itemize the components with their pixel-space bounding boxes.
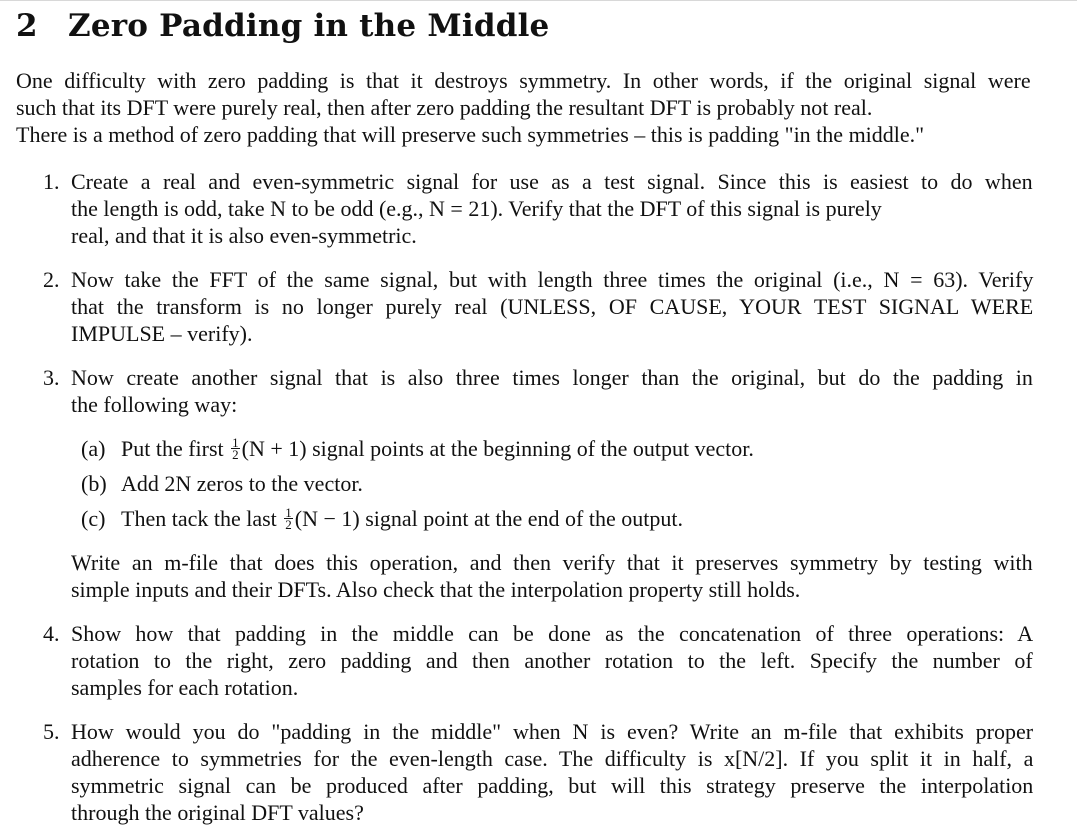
top-divider	[0, 0, 1077, 1]
sub-item-c	[81, 505, 683, 532]
fraction-one-half	[284, 505, 293, 533]
sub-item-text: (N + 1) signal points at the beginning of the output vector.	[241, 436, 754, 461]
followup-line: Write an m-file that does this operation, and then verify that it preserves symmetry by testing with	[71, 550, 1033, 575]
intro-paragraph	[16, 67, 1031, 148]
item-marker: 4.	[43, 621, 60, 646]
item-marker: 5.	[43, 719, 60, 744]
item-line: through the original DFT values?	[71, 800, 364, 825]
item-line: samples for each rotation.	[71, 675, 299, 700]
fraction-numerator: 1	[232, 435, 239, 451]
sub-item-text: Add 2N zeros to the vector.	[121, 471, 363, 496]
sub-item-b	[81, 470, 363, 497]
sub-item-text: (N − 1) signal point at the end of the output.	[294, 506, 683, 531]
section-number: 2	[16, 8, 38, 44]
item-line: the length is odd, take N to be odd (e.g., N = 21). Verify that the DFT of this signal is purely	[71, 196, 882, 221]
item-line: symmetric signal can be produced after padding, but will this strategy preserve the interpolation	[71, 773, 1034, 798]
sub-item-text: Put the first	[121, 436, 224, 461]
sub-item-marker: (a)	[81, 436, 106, 461]
item-line: rotation to the right, zero padding and then another rotation to the left. Specify the number of	[71, 648, 1033, 673]
item-body	[71, 364, 1033, 418]
item-body	[71, 620, 1033, 701]
sub-item-a	[81, 435, 754, 462]
fraction-denominator: 2	[285, 517, 292, 533]
fraction-denominator: 2	[232, 447, 239, 463]
item-marker: 2.	[43, 267, 60, 292]
item-line: the following way:	[71, 392, 238, 417]
item-body	[71, 266, 1033, 347]
item-line: IMPULSE – verify).	[71, 321, 253, 346]
fraction-numerator: 1	[285, 505, 292, 521]
item-line: Now take the FFT of the same signal, but with length three times the original (i.e., N = 63). Verify	[71, 267, 1034, 292]
followup-line: simple inputs and their DFTs. Also check that the interpolation property still holds.	[71, 577, 801, 602]
item-line: Now create another signal that is also three times longer than the original, but do the padding in	[71, 365, 1033, 390]
fraction-one-half	[231, 435, 240, 463]
item-line: that the transform is no longer purely real (UNLESS, OF CAUSE, YOUR TEST SIGNAL WERE	[71, 294, 1034, 319]
item-3-followup-paragraph	[71, 549, 1033, 603]
intro-line: One difficulty with zero padding is that it destroys symmetry. In other words, if the original signal were	[16, 68, 1031, 93]
sub-item-marker: (c)	[81, 506, 106, 531]
item-marker: 1.	[43, 169, 60, 194]
item-body	[71, 168, 1033, 249]
section-heading	[16, 8, 549, 44]
item-line: adherence to symmetries for the even-length case. The difficulty is x[N/2]. If you split it in half, a	[71, 746, 1034, 771]
item-marker: 3.	[43, 365, 60, 390]
item-line: Create a real and even-symmetric signal for use as a test signal. Since this is easiest to do when	[71, 169, 1033, 194]
sub-item-text: Then tack the last	[121, 506, 277, 531]
sub-item-marker: (b)	[81, 471, 107, 496]
item-body	[71, 718, 1033, 826]
section-title: Zero Padding in the Middle	[68, 8, 550, 44]
item-line: real, and that it is also even-symmetric.	[71, 223, 417, 248]
item-line: Show how that padding in the middle can be done as the concatenation of three operations: A	[71, 621, 1034, 646]
item-line: How would you do "padding in the middle" when N is even? Write an m-file that exhibits proper	[71, 719, 1034, 744]
intro-line: such that its DFT were purely real, then after zero padding the resultant DFT is probably not real.	[16, 95, 873, 120]
intro-line: There is a method of zero padding that will preserve such symmetries – this is padding "in the middle."	[16, 122, 925, 147]
